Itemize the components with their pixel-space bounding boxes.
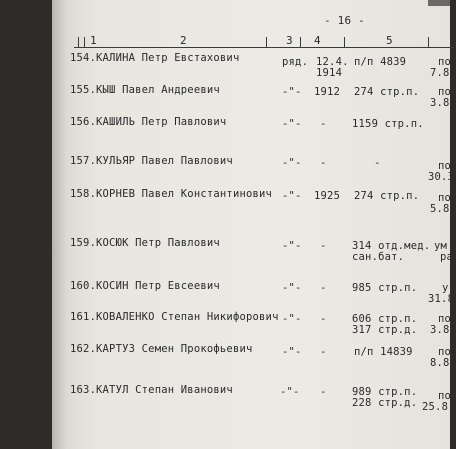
birth-year: - — [320, 240, 327, 252]
unit: 274 стр.п. — [354, 190, 420, 202]
column-header-2: 2 — [180, 34, 187, 47]
page-number: - 16 - — [324, 14, 365, 27]
fate: по — [438, 86, 452, 98]
person-name: КАШИЛЬ Петр Павлович — [96, 116, 227, 128]
unit-line-2: 317 стр.д. — [352, 324, 418, 336]
fate-date: 25.8. — [422, 401, 455, 413]
fate-date: 8.8. — [430, 357, 456, 369]
birth-year: 1925 — [314, 190, 341, 202]
column-header-1: 1 — [90, 34, 97, 47]
unit: 985 стр.п. — [352, 282, 418, 294]
row-number: 155. — [70, 84, 97, 96]
unit: п/п 4839 — [354, 56, 407, 68]
page-corner-shadow — [428, 0, 450, 6]
unit: 314 отд.мед. — [352, 240, 431, 252]
birth-date: 12.4. — [316, 56, 349, 68]
rank: ряд. — [282, 56, 309, 68]
person-name: КАТУЛ Степан Иванович — [96, 384, 233, 396]
birth-year: - — [320, 282, 327, 294]
person-name: КУЛЬЯР Павел Павлович — [96, 155, 233, 167]
fate-date: 3.8. — [430, 97, 456, 109]
person-name: КОСЮК Петр Павлович — [96, 237, 220, 249]
header-divider — [300, 37, 301, 47]
unit: п/п 14839 — [354, 346, 413, 358]
birth-year: - — [320, 157, 327, 169]
rank: -"- — [282, 282, 302, 294]
fate-date: 31.8 — [428, 293, 455, 305]
document-page — [52, 0, 456, 449]
row-number: 154. — [70, 52, 97, 64]
unit-line-2: 228 стр.д. — [352, 397, 418, 409]
person-name: КЫШ Павел Андреевич — [96, 84, 220, 96]
rank: -"- — [282, 313, 302, 325]
rank: -"- — [282, 86, 302, 98]
rank: -"- — [282, 240, 302, 252]
person-name: КОСИН Петр Евсеевич — [96, 280, 220, 292]
birth-year: - — [320, 346, 327, 358]
header-divider — [266, 37, 267, 47]
birth-year: - — [320, 118, 327, 130]
person-name: КОРНЕВ Павел Константинович — [96, 188, 273, 200]
person-name: КАЛИНА Петр Евстахович — [96, 52, 240, 64]
row-number: 161. — [70, 311, 97, 323]
person-name: КАРТУЗ Семен Прокофьевич — [96, 343, 253, 355]
column-header-3: 3 — [286, 34, 293, 47]
birth-year: 1912 — [314, 86, 341, 98]
row-number: 160. — [70, 280, 97, 292]
fate: по — [438, 56, 452, 68]
header-divider — [428, 37, 429, 47]
column-header-5: 5 — [386, 34, 393, 47]
fate-date: 3.8. — [430, 324, 456, 336]
unit: - — [374, 157, 381, 169]
row-number: 156. — [70, 116, 97, 128]
header-divider — [344, 37, 345, 47]
rank: -"- — [282, 118, 302, 130]
fate: по — [438, 390, 452, 402]
fate: по — [438, 160, 452, 172]
header-rule — [74, 47, 454, 48]
rank: -"- — [282, 190, 302, 202]
rank: -"- — [280, 386, 300, 398]
header-divider — [84, 37, 85, 47]
column-header-4: 4 — [314, 34, 321, 47]
unit-line-2: сан.бат. — [352, 251, 405, 263]
unit: 274 стр.п. — [354, 86, 420, 98]
fate: ум — [434, 240, 448, 252]
fate-date: 30.3 — [428, 171, 455, 183]
row-number: 163. — [70, 384, 97, 396]
birth-year: - — [320, 386, 327, 398]
fate-date: 5.8. — [430, 203, 456, 215]
fate: по — [438, 313, 452, 325]
row-number: 159. — [70, 237, 97, 249]
fate: у — [442, 282, 449, 294]
birth-year: - — [320, 313, 327, 325]
birth-year: 1914 — [316, 67, 343, 79]
unit: 1159 стр.п. — [352, 118, 424, 130]
row-number: 157. — [70, 155, 97, 167]
rank: -"- — [282, 157, 302, 169]
rank: -"- — [282, 346, 302, 358]
person-name: КОВАЛЕНКО Степан Никифорович — [96, 311, 279, 323]
unit: 989 стр.п. — [352, 386, 418, 398]
fate: по — [438, 192, 452, 204]
fate: по — [438, 346, 452, 358]
header-divider — [78, 37, 79, 47]
unit: 606 стр.п. — [352, 313, 418, 325]
fate-date: 7.8. — [430, 67, 456, 79]
fate-date: ра — [440, 251, 454, 263]
row-number: 158. — [70, 188, 97, 200]
binding-spine — [52, 0, 66, 449]
row-number: 162. — [70, 343, 97, 355]
